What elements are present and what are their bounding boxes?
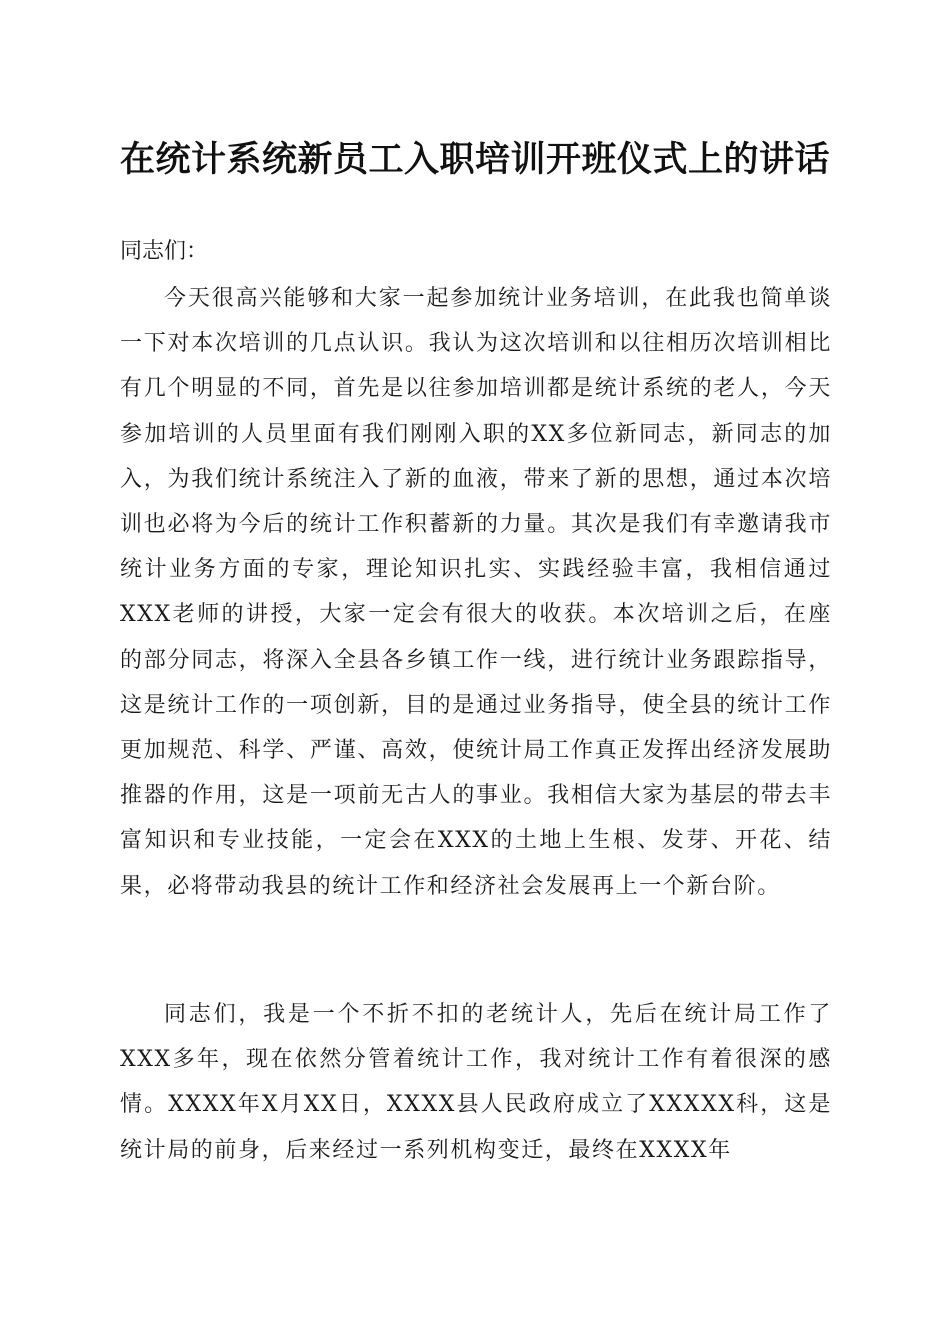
paragraph: 同志们，我是一个不折不扣的老统计人，先后在统计局工作了XXX多年，现在依然分管着统计工作，我对统计工作有着很深的感情。XXXX年X月XX日，XXXX县人民政府成立了XXXXX科，这是统计局的前身，后来经过一系列机构变迁，最终在XXXX年 xyxy=(120,1002,832,1163)
salutation: 同志们： xyxy=(120,239,209,264)
document-title: 在统计系统新员工入职培训开班仪式上的讲话 xyxy=(119,139,830,180)
paragraph: 今天很高兴能够和大家一起参加统计业务培训，在此我也简单谈一下对本次培训的几点认识。我认为这次培训和以往相历次培训相比有几个明显的不同，首先是以往参加培训都是统计系统的老人，今天参加培训的人员里面有我们刚刚入职的XX多位新同志，新同志的加入，为我们统计系统注入了新的血液，带来了新的思想，通过本次培训也必将为今后的统计工作积蓄新的力量。其次是我们有幸邀请我市统计业务方面的专家，理论知识扎实、实践经验丰富，我相信通过XXX老师的讲授，大家一定会有很大的收获。本次培训之后，在座的部分同志，将深入全县各乡镇工作一线，进行统计业务跟踪指导，这是统计工作的一项创新，目的是通过业务指导，使全县的统计工作更加规范、科学、严谨、高效，使统计局工作真正发挥出经济发展助推器的作用，这是一项前无古人的事业。我相信大家为基层的带去丰富知识和专业技能，一定会在XXX的土地上生根、发芽、开花、结果，必将带动我县的统计工作和经济社会发展再上一个新台阶。 xyxy=(120,286,832,899)
